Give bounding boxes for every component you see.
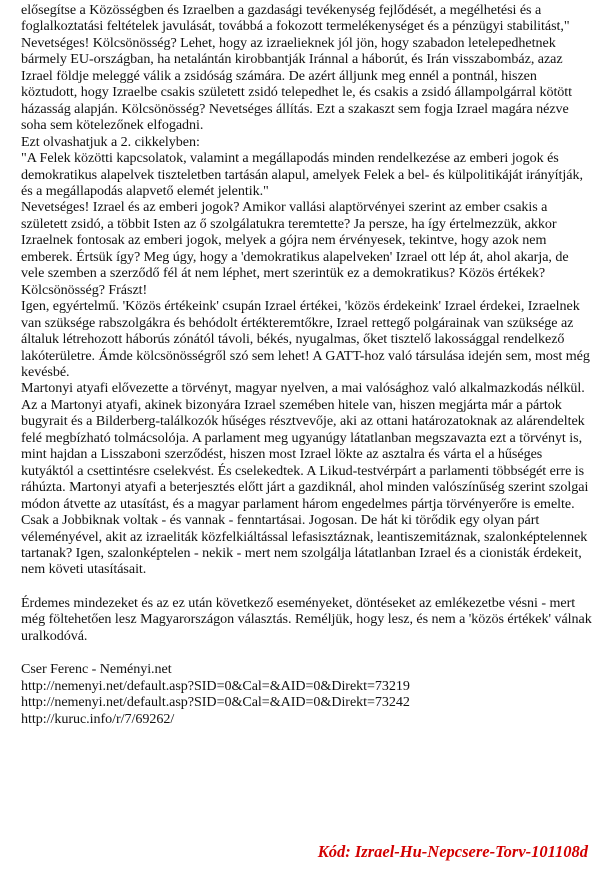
paragraph-spacer [21,644,593,661]
source-link: http://nemenyi.net/default.asp?SID=0&Cal=&AID=0&Direkt=73219 [21,677,410,694]
closing-paragraph: Érdemes mindezeket és az ez után következő eseményeket, döntéseket az emlékezetbe vésni - mert még föltehetően lesz Magyarországon választás. Reméljük, hogy lesz, és nem a 'közös értékek' válnak uralkodóvá. [21,594,592,644]
paragraph: elősegítse a Közösségben és Izraelben a gazdasági tevékenység fejlődését, a megélhetési és a foglalkoztatási feltételek javulását, továbbá a fokozott termelékenységet és a pénzügyi stabilitást," [21,2,570,35]
source-link: http://kuruc.info/r/7/69262/ [21,710,175,727]
paragraph: Martonyi atyafi elővezette a törvényt, magyar nyelven, a mai valósághoz való alkalmazkodás nélkül. Az a Martonyi atyafi, akinek bizonyára Izrael szemében hitele van, hiszen megjárta már a pártok bugyrait és a Bilderberg-találkozók hűséges résztvevője, aki az ottani határozatoknak az alárendeltek felé megbízható tolmácsolója. A parlament meg ugyanúgy látatlanban megszavazta ezt a törvényt is, mint hajdan a Lisszaboni szerződést, hiszen most Izrael lökte az asztalra és várta el a hűséges kutyáktól a csettintésre cselekvést. És cselekedtek. A Likud-testvérpárt a parlamenti többségét erre is ráhúzta. Martonyi atyafi a beterjesztés előtt járt a gazdiknál, ahol minden valószínűség szerint szolgai módon átvette az utasítást, és a magyar parlament három engedelmes pártja törvényerőre is emelte. [21,380,589,512]
quote-paragraph: "A Felek közötti kapcsolatok, valamint a megállapodás minden rendelkezése az emberi jogok és demokratikus alapelvek tiszteletben tartásán alapul, amelyek Felek a bel- és külpolitikáját irányítják, és a megállapodás alapvető elemét jelentik." [21,150,583,199]
paragraph: Ezt olvashatjuk a 2. cikkelyben: [21,133,200,150]
paragraph-spacer [21,578,593,595]
source-link: http://nemenyi.net/default.asp?SID=0&Cal=&AID=0&Direkt=73242 [21,694,410,711]
paragraph: Nevetséges! Izrael és az emberi jogok? Amikor vallási alaptörvényei szerint az ember csakis a született zsidó, a többit Isten az ő szolgálatukra teremtette? Ja persze, ha így értelmezzük, akkor Izraelnek fontosak az emberi jogok, melyek a gójra nem érvényesek, tekintve, hogy azok nem emberek. Értsük így? Meg úgy, hogy a 'demokratikus alapelveken' Izrael ott lép át, ahol akarja, de vele szemben a szerződő fél át nem léphet, mert szerintük ez a demokratikus? Közös értékek? Kölcsönösség? Frászt! [21,199,569,298]
signature: Cser Ferenc - Neményi.net [21,661,172,678]
paragraph: Igen, egyértelmű. 'Közös értékeink' csupán Izrael értékei, 'közös érdekeink' Izrael érdekei, Izraelnek van szüksége rabszolgákra és behódolt értékteremtőkre, Izrael rettegő polgárainak van szüksége az általuk létrehozott háborús zónától távoli, békés, nyugalmas, őket tisztelő lakossággal rendelkező lakóterületre. Ámde kölcsönösségről szó sem lehet! A GATT-hoz való társulása idején sem, most még kevésbé. [21,298,590,380]
paragraph: Nevetséges! Kölcsönösség? Lehet, hogy az izraelieknek jól jön, hogy szabadon letelepedhetnek bármely EU-országban, ha netalántán kirobbantják Iránnal a háborút, és Irán visszabombáz, azaz Izrael földje meleggé válik a zsidóság számára. De azért álljunk meg ennél a pontnál, hiszen köztudott, hogy Izraelbe csakis született zsidó telepedhet le, és csakis a zsidó állampolgárral kötött házasság alapján. Kölcsönösség? Nevetséges állítás. Ezt a szakaszt sem fogja Izrael magára nézve soha sem kötelezőnek elfogadni. [21,34,573,134]
document-code-label: Kód: Izrael-Hu-Nepcsere-Torv-101108d [317,842,588,861]
article-body [21,2,593,727]
paragraph: Csak a Jobbiknak voltak - és vannak - fenntartásai. Jogosan. De hát ki törődik egy olyan párt véleményével, akit az izraeliták közfelkiáltással lefasisztáznak, leantiszemitáznak, szalonképtelennek tartanak? Igen, szalonképtelen - nekik - mert nem szolgálja látatlanban Izrael és a cionisták érdekeit, nem követi utasításait. [21,512,588,578]
